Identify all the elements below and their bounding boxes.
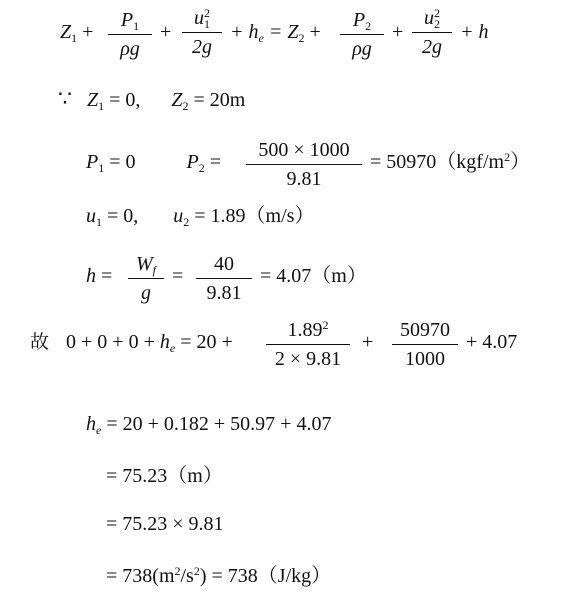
result-line-4-a: = 738(m	[106, 565, 175, 587]
p2-frac-den: 9.81	[286, 168, 322, 190]
therefore-line	[30, 331, 233, 356]
wf-sub: f	[152, 263, 156, 278]
u2-sup: 2	[434, 5, 440, 20]
plus-h-tail: + h	[460, 21, 489, 43]
h-symbol: h	[86, 265, 96, 287]
u1-sub-2: 1	[96, 215, 102, 230]
result-line-1	[86, 413, 332, 438]
therefore-plus: +	[362, 331, 374, 353]
fraction-u1-sq-over-2g	[182, 5, 222, 58]
p2-symbol: P	[352, 9, 366, 31]
u2-symbol: u	[424, 7, 434, 29]
he-symbol: h	[159, 331, 170, 353]
frac-981: 9.81	[206, 282, 242, 304]
result-line-4-b: /s	[180, 565, 194, 587]
he-symbol-2: h	[86, 413, 96, 435]
fraction-wf-over-g	[128, 254, 164, 303]
z1-symbol: Z	[60, 21, 72, 43]
p2-result	[370, 149, 531, 173]
p-values-line	[86, 151, 221, 176]
frac-189-sup: 2	[322, 317, 329, 332]
result-line-4	[106, 563, 332, 587]
h-line	[86, 266, 112, 286]
p2-symbol-2: P	[186, 151, 199, 173]
u1-symbol: u	[194, 7, 204, 29]
u2-sub-2: 2	[183, 215, 190, 230]
he-sub-2: e	[96, 423, 102, 438]
z2-symbol-2: Z	[171, 89, 183, 111]
result-line-1-text: = 20 + 0.182 + 50.97 + 4.07	[106, 413, 332, 435]
therefore-lead: 0 + 0 + 0 +	[66, 331, 155, 353]
p1-value: = 0	[109, 151, 136, 173]
plus-sign-3: +	[309, 21, 321, 43]
z2-value: = 20m	[193, 89, 246, 111]
p2-frac-num: 500 × 1000	[246, 140, 362, 165]
result-line-4-sup: 2	[174, 563, 181, 578]
wf-symbol: W	[135, 253, 153, 275]
z1-sub-2: 1	[98, 99, 105, 114]
plus-sign-2: +	[160, 21, 172, 43]
p2-result-text: = 50970（kgf/m	[370, 151, 505, 173]
u2-symbol-2: u	[173, 205, 184, 227]
frac-40: 40	[196, 254, 252, 279]
he-sub: e	[169, 341, 176, 356]
u2-sub: 2	[434, 17, 440, 32]
rho-g-denominator: ρg	[120, 38, 140, 60]
therefore-tail: + 4.07	[466, 331, 518, 353]
plus-sign: +	[82, 21, 94, 43]
z1-symbol-2: Z	[87, 89, 99, 111]
plus-sign-4: +	[392, 21, 404, 43]
u1-sup: 2	[204, 5, 210, 20]
fraction-50970-over-1000	[392, 320, 458, 369]
p1-symbol-2: P	[86, 151, 99, 173]
z2-subscript: 2	[298, 31, 305, 46]
u1-symbol-2: u	[86, 205, 96, 227]
2g-denominator: 2g	[192, 36, 212, 58]
p1-subscript: 1	[133, 19, 140, 34]
because-symbol: ∵	[58, 86, 72, 111]
p1-symbol: P	[120, 9, 134, 31]
p2-equals: =	[209, 151, 221, 173]
fraction-p2-over-rho-g	[340, 10, 384, 59]
frac-189: 1.89	[287, 319, 323, 341]
he-term	[230, 21, 321, 46]
u1-sub: 1	[204, 17, 210, 32]
z2-sub-2: 2	[182, 99, 189, 114]
result-line-3: = 75.23 × 9.81	[106, 513, 224, 535]
result-line-2: = 75.23（m）	[106, 465, 223, 487]
h-equals-2: =	[172, 265, 184, 287]
h-equals: =	[101, 265, 113, 287]
fraction-u2-sq-over-2g	[412, 5, 452, 58]
result-line-4-sup2: 2	[193, 563, 200, 578]
eq-z2: = Z	[268, 21, 299, 43]
fraction-p2-value	[246, 140, 362, 189]
p2-sub-2: 2	[198, 161, 205, 176]
h-result: = 4.07（m）	[260, 265, 367, 287]
p2-result-sup: 2	[504, 149, 511, 164]
z1-subscript: 1	[71, 31, 78, 46]
he-plus-h: + h	[230, 21, 259, 43]
frac-2x981: 2 × 9.81	[274, 348, 342, 370]
p2-subscript: 2	[365, 19, 372, 34]
bernoulli-equation	[60, 21, 94, 46]
therefore-eq: = 20 +	[180, 331, 233, 353]
rho-g-denominator-2: ρg	[352, 38, 372, 60]
p2-result-close: ）	[510, 151, 531, 173]
frac-1000: 1000	[405, 348, 445, 370]
therefore-char: 故	[30, 331, 50, 353]
z1-value: = 0,	[109, 89, 141, 111]
frac-50970: 50970	[392, 320, 458, 345]
p1-sub-2: 1	[98, 161, 105, 176]
g-denominator: g	[141, 282, 151, 304]
u1-value: = 0,	[107, 205, 139, 227]
fraction-189sq-over-2x981	[266, 317, 350, 370]
u2-value: = 1.89（m/s）	[194, 205, 315, 227]
fraction-40-over-981	[196, 254, 252, 303]
2g-denominator-2: 2g	[422, 36, 442, 58]
fraction-p1-over-rho-g	[108, 10, 152, 59]
result-line-4-c: ) = 738（J/kg）	[199, 565, 332, 587]
u-values-line	[86, 205, 315, 230]
because-line	[58, 86, 246, 114]
he-subscript: e	[258, 31, 264, 46]
